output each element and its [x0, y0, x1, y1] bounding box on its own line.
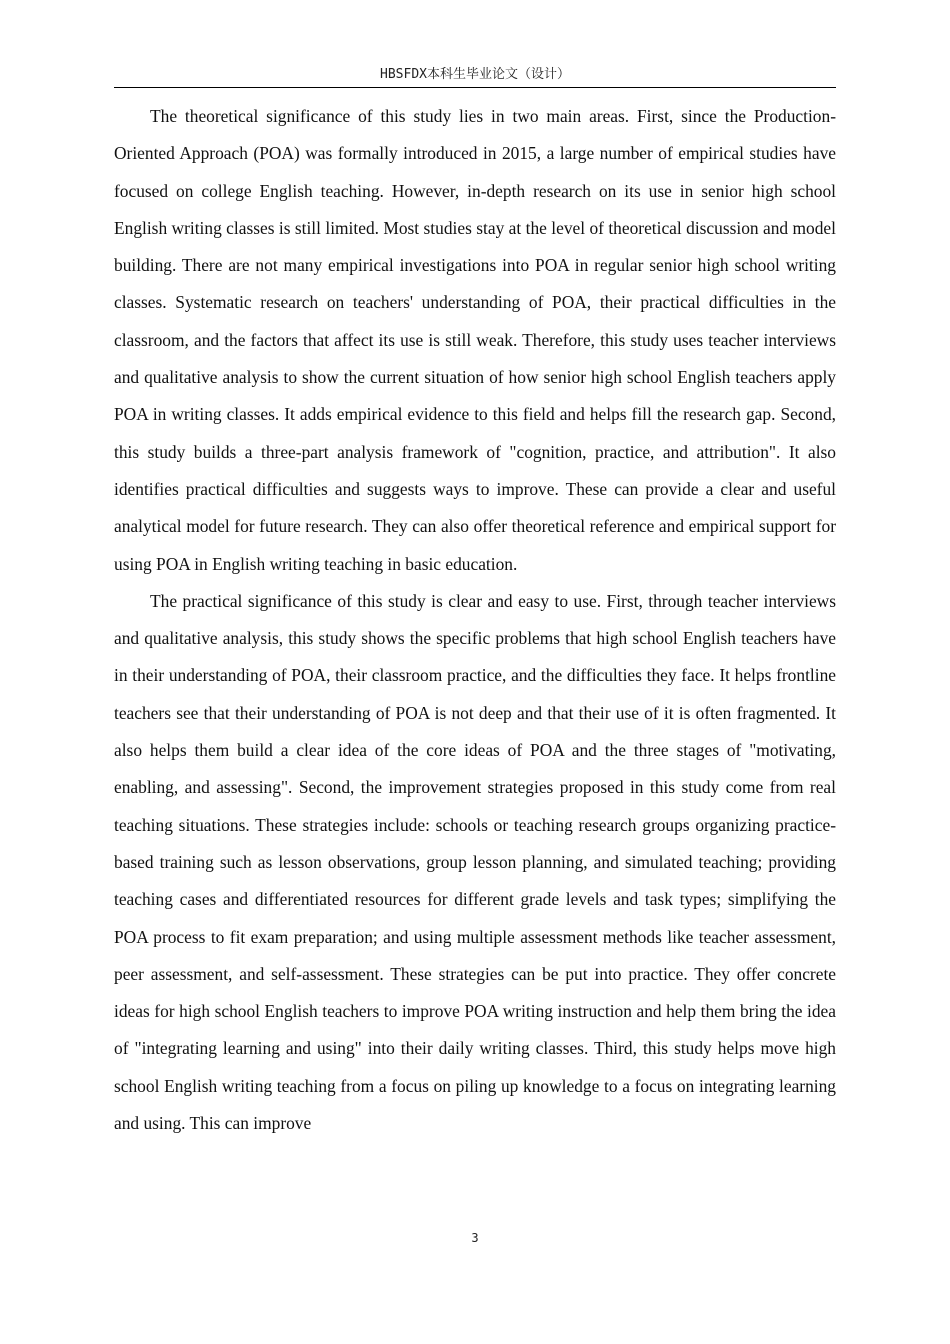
- paragraph-practical-significance: The practical significance of this study is clear and easy to use. First, through teacher interviews and qualitative analysis, this study shows the specific problems that high school English teachers have in their understanding of POA, their classroom practice, and the difficulties they face. It helps frontline teachers see that their understanding of POA is not deep and that their use of it is often fragmented. It also helps them build a clear idea of the core ideas of POA and the three stages of "motivating, enabling, and assessing". Second, the improvement strategies proposed in this study come from real teaching situations. These strategies include: schools or teaching research groups organizing practice-based training such as lesson observations, group lesson planning, and simulated teaching; providing teaching cases and differentiated resources for different grade levels and task types; simplifying the POA process to fit exam preparation; and using multiple assessment methods like teacher assessment, peer assessment, and self-assessment. These strategies can be put into practice. They offer concrete ideas for high school English teachers to improve POA writing instruction and help them bring the idea of "integrating learning and using" into their daily writing classes. Third, this study helps move high school English writing teaching from a focus on piling up knowledge to a focus on integrating learning and using. This can improve: [114, 590, 836, 1134]
- body-text: [114, 98, 836, 1142]
- header-divider: [114, 87, 836, 88]
- paragraph-theoretical-significance: The theoretical significance of this study lies in two main areas. First, since the Production-Oriented Approach (POA) was formally introduced in 2015, a large number of empirical studies have focused on college English teaching. However, in-depth research on its use in senior high school English writing classes is still limited. Most studies stay at the level of theoretical discussion and model building. There are not many empirical investigations into POA in regular senior high school writing classes. Systematic research on teachers' understanding of POA, their practical difficulties in the classroom, and the factors that affect its use is still weak. Therefore, this study uses teacher interviews and qualitative analysis to show the current situation of how senior high school English teachers apply POA in writing classes. It adds empirical evidence to this field and helps fill the research gap. Second, this study builds a three-part analysis framework of "cognition, practice, and attribution". It also identifies practical difficulties and suggests ways to improve. These can provide a clear and useful analytical model for future research. They can also offer theoretical reference and empirical support for using POA in English writing teaching in basic education.: [114, 106, 836, 574]
- page-number: 3: [471, 1231, 479, 1245]
- running-header: HBSFDX本科生毕业论文（设计）: [380, 67, 570, 82]
